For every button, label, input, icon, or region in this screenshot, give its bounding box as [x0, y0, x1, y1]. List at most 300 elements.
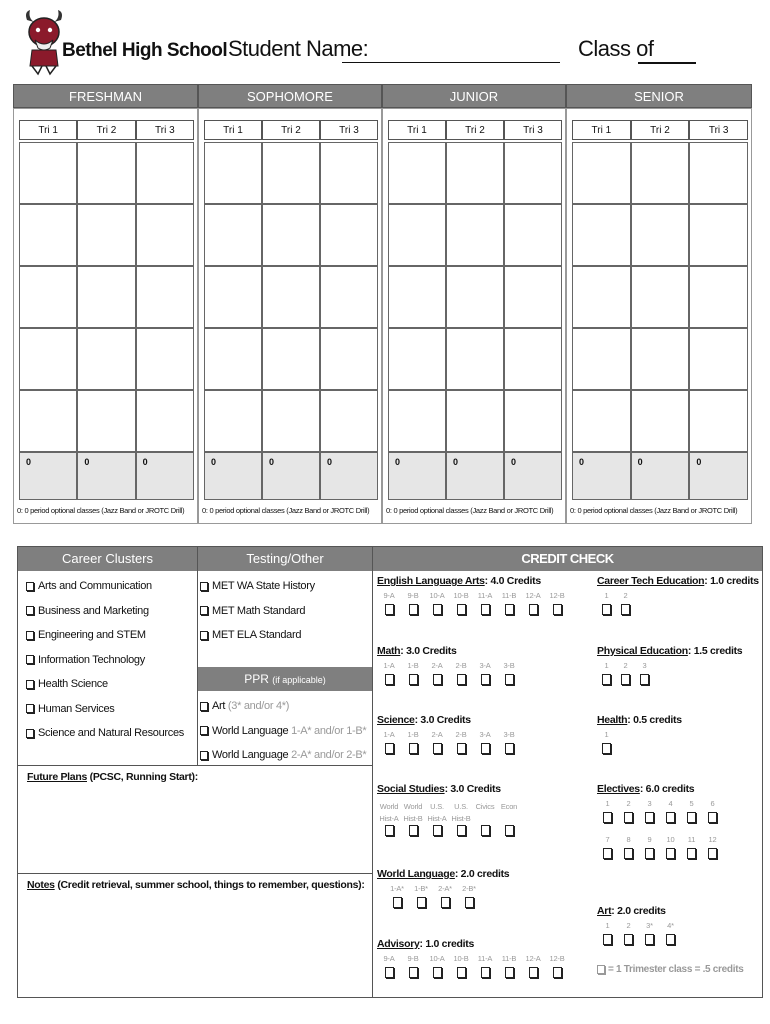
ppr-list — [200, 694, 366, 768]
year-header-freshman: FRESHMAN — [13, 84, 198, 108]
schedule-cell[interactable] — [77, 390, 135, 452]
zero-period-cell[interactable]: 0 — [320, 452, 378, 500]
checkbox-icon[interactable] — [409, 743, 418, 754]
zero-period-cell[interactable]: 0 — [77, 452, 135, 500]
checkbox-icon[interactable] — [529, 604, 538, 615]
divider — [197, 547, 198, 765]
tri-label: Tri 3 — [136, 120, 194, 140]
slot-label: 10 — [666, 835, 675, 844]
slot-checkboxes — [377, 674, 521, 685]
slot-label: 9-B — [407, 591, 419, 600]
checkbox-icon[interactable] — [457, 743, 466, 754]
career-item[interactable]: Business and Marketing — [26, 599, 184, 624]
checkbox-icon[interactable] — [409, 674, 418, 685]
slot-label: 1-B — [407, 730, 419, 739]
slot-labels — [377, 954, 569, 963]
checkbox-icon[interactable] — [385, 967, 394, 978]
checkbox-icon[interactable] — [26, 582, 34, 591]
checkbox-icon[interactable] — [553, 967, 562, 978]
schedule-cell[interactable] — [689, 390, 748, 452]
slot-label: 1 — [604, 730, 609, 739]
slot-checkboxes — [597, 604, 759, 615]
checkbox-icon[interactable] — [200, 726, 208, 735]
checkbox-icon[interactable] — [385, 825, 394, 836]
schedule-cell[interactable] — [262, 328, 320, 390]
schedule-cell[interactable] — [631, 390, 690, 452]
slot-label: 11-B — [501, 954, 517, 963]
schedule-cell[interactable] — [77, 266, 135, 328]
checkbox-icon[interactable] — [200, 582, 208, 591]
checkbox-icon[interactable] — [457, 604, 466, 615]
slot-labels — [597, 835, 723, 844]
checkbox-icon[interactable] — [687, 848, 696, 859]
tri-label: Tri 3 — [689, 120, 748, 140]
pe-credit-group — [597, 645, 742, 685]
slot-checkboxes — [597, 674, 742, 685]
checkbox-icon — [597, 965, 605, 974]
science-credit-group — [377, 714, 521, 754]
zero-period-note: 0: 0 period optional classes (Jazz Band or JROTC Drill) — [202, 506, 370, 515]
checkbox-icon[interactable] — [200, 702, 208, 711]
slot-label: 9-A — [383, 954, 395, 963]
checkbox-icon[interactable] — [687, 812, 696, 823]
checkbox-icon[interactable] — [409, 604, 418, 615]
schedule-cell[interactable] — [136, 266, 194, 328]
slot-label: 1 — [605, 921, 610, 930]
slot-label: 2 — [623, 661, 628, 670]
subject-title: Career Tech Education: 1.0 credits — [597, 575, 759, 587]
slot-label: 3-A — [479, 661, 491, 670]
slot-label: 4 — [668, 799, 673, 808]
school-mascot-logo — [24, 10, 64, 76]
schedule-cell[interactable] — [204, 390, 262, 452]
tri-label: Tri 3 — [504, 120, 562, 140]
checkbox-icon[interactable] — [602, 674, 611, 685]
zero-period-cell[interactable]: 0 — [446, 452, 504, 500]
slot-labels — [597, 591, 759, 600]
class-of-label: Class of — [578, 36, 654, 61]
zero-period-cell[interactable]: 0 — [689, 452, 748, 500]
subject-title: Science: 3.0 Credits — [377, 714, 471, 726]
slot-label: 3-A — [479, 730, 491, 739]
schedule-cell[interactable] — [320, 204, 378, 266]
slot-labels — [377, 591, 569, 600]
schedule-cell[interactable] — [320, 328, 378, 390]
tri-label: Tri 2 — [262, 120, 320, 140]
schedule-cell[interactable] — [320, 266, 378, 328]
slot-label: 1-A — [383, 661, 395, 670]
schedule-cell[interactable] — [136, 142, 194, 204]
slot-label: 2-A — [431, 730, 443, 739]
art-credit-group — [597, 905, 681, 945]
slot-label: 3 — [647, 799, 652, 808]
health-credit-group — [597, 714, 682, 754]
student-name-label: Student Name: — [228, 36, 369, 61]
slot-checkboxes — [385, 897, 509, 908]
cte-credit-group — [597, 575, 759, 615]
schedule-cell[interactable] — [446, 328, 504, 390]
year-header-senior: SENIOR — [566, 84, 752, 108]
schedule-cell[interactable] — [320, 142, 378, 204]
checkbox-icon[interactable] — [505, 967, 514, 978]
slot-label: 10-A — [429, 954, 445, 963]
slot-label: 1-B — [407, 661, 419, 670]
checkbox-icon[interactable] — [621, 674, 630, 685]
electives-credit-group — [597, 783, 723, 859]
schedule-cell[interactable] — [204, 266, 262, 328]
checkbox-icon[interactable] — [603, 812, 612, 823]
zero-period-note: 0: 0 period optional classes (Jazz Band or JROTC Drill) — [386, 506, 554, 515]
subject-title: English Language Arts: 4.0 Credits — [377, 575, 541, 587]
schedule-cell[interactable] — [572, 204, 631, 266]
notes-label: Notes (Credit retrieval, summer school, things to remember, questions): — [27, 879, 365, 891]
checkbox-icon[interactable] — [666, 848, 675, 859]
slot-labels — [377, 799, 521, 821]
checkbox-icon[interactable] — [505, 604, 514, 615]
schedule-cell[interactable] — [204, 328, 262, 390]
checkbox-icon[interactable] — [433, 967, 442, 978]
career-item[interactable]: Human Services — [26, 697, 184, 722]
credit-legend: = 1 Trimester class = .5 credits — [597, 964, 744, 975]
subject-title: Electives: 6.0 credits — [597, 783, 695, 795]
slot-label: 4* — [667, 921, 674, 930]
divider — [18, 873, 372, 874]
schedule-cell[interactable] — [689, 204, 748, 266]
checkbox-icon[interactable] — [505, 674, 514, 685]
schedule-cell[interactable] — [631, 328, 690, 390]
checkbox-icon[interactable] — [385, 674, 394, 685]
slot-label: 2-B* — [462, 884, 476, 893]
slot-label: 2 — [626, 921, 631, 930]
schedule-cell[interactable] — [320, 390, 378, 452]
zero-period-cell[interactable]: 0 — [631, 452, 690, 500]
checkbox-icon[interactable] — [26, 631, 34, 640]
zero-period-cell[interactable]: 0 — [504, 452, 562, 500]
zero-period-note: 0: 0 period optional classes (Jazz Band or JROTC Drill) — [17, 506, 185, 515]
zero-period-cell[interactable]: 0 — [204, 452, 262, 500]
slot-label: 1-A* — [390, 884, 404, 893]
checkbox-icon[interactable] — [433, 743, 442, 754]
slot-labels — [597, 661, 742, 670]
checkbox-icon[interactable] — [385, 604, 394, 615]
schedule-cell[interactable] — [136, 328, 194, 390]
slot-checkboxes — [597, 934, 681, 945]
slot-label: 1 — [604, 591, 609, 600]
checkbox-icon[interactable] — [457, 674, 466, 685]
credit-check-header: CREDIT CHECK — [373, 547, 762, 571]
student-name-field[interactable] — [342, 62, 560, 63]
notes-field[interactable] — [27, 894, 367, 994]
checkbox-icon[interactable] — [603, 934, 612, 945]
schedule-cell[interactable] — [388, 142, 446, 204]
schedule-cell[interactable] — [689, 266, 748, 328]
schedule-cell[interactable] — [689, 328, 748, 390]
slot-checkboxes — [597, 812, 723, 823]
schedule-cell[interactable] — [572, 266, 631, 328]
slot-label: 2-A — [431, 661, 443, 670]
slot-labels — [597, 799, 723, 808]
slot-checkboxes — [377, 825, 521, 836]
slot-label: 12-A — [525, 954, 541, 963]
schedule-cell[interactable] — [504, 390, 562, 452]
subject-title: Art: 2.0 credits — [597, 905, 666, 917]
checkbox-icon[interactable] — [409, 825, 418, 836]
slot-label: 7 — [605, 835, 610, 844]
slot-labels — [597, 730, 682, 739]
career-item[interactable]: Health Science — [26, 672, 184, 697]
checkbox-icon[interactable] — [602, 743, 611, 754]
checkbox-icon[interactable] — [621, 604, 630, 615]
slot-label: 9-B — [407, 954, 419, 963]
subject-title: Advisory: 1.0 credits — [377, 938, 475, 950]
schedule-cell[interactable] — [446, 142, 504, 204]
slot-labels — [385, 884, 509, 893]
slot-label: 2-B — [455, 661, 467, 670]
checkbox-icon[interactable] — [603, 848, 612, 859]
subject-title: Math: 3.0 Credits — [377, 645, 457, 657]
subject-title: Physical Education: 1.5 credits — [597, 645, 743, 657]
slot-label: 5 — [689, 799, 694, 808]
slot-label: U.S. Hist-B — [451, 802, 471, 823]
checkbox-icon[interactable] — [26, 606, 34, 615]
testing-item[interactable]: MET WA State History — [200, 574, 315, 599]
schedule-cell[interactable] — [262, 266, 320, 328]
year-header-sophomore: SOPHOMORE — [198, 84, 382, 108]
schedule-cell[interactable] — [388, 204, 446, 266]
schedule-cell[interactable] — [631, 142, 690, 204]
slot-label: 2-A* — [438, 884, 452, 893]
checkbox-icon[interactable] — [645, 934, 654, 945]
tri-label: Tri 2 — [77, 120, 135, 140]
schedule-cell[interactable] — [136, 390, 194, 452]
slot-label: 12-B — [549, 591, 565, 600]
checkbox-icon[interactable] — [433, 825, 442, 836]
schedule-cell[interactable] — [631, 266, 690, 328]
checkbox-icon[interactable] — [666, 934, 675, 945]
checkbox-icon[interactable] — [457, 825, 466, 836]
slot-label: 12 — [708, 835, 717, 844]
schedule-cell[interactable] — [262, 390, 320, 452]
schedule-cell[interactable] — [77, 142, 135, 204]
social-studies-credit-group — [377, 783, 521, 836]
slot-label: 3* — [646, 921, 653, 930]
slot-label: 12-A — [525, 591, 541, 600]
career-item[interactable]: Information Technology — [26, 648, 184, 673]
checkbox-icon[interactable] — [385, 743, 394, 754]
checkbox-icon[interactable] — [200, 751, 208, 760]
checkbox-icon[interactable] — [624, 934, 633, 945]
tri-label: Tri 2 — [446, 120, 504, 140]
checkbox-icon[interactable] — [505, 743, 514, 754]
schedule-cell[interactable] — [77, 328, 135, 390]
schedule-cell[interactable] — [446, 390, 504, 452]
slot-checkboxes — [377, 743, 521, 754]
school-name: Bethel High School — [62, 40, 228, 61]
career-clusters-list — [26, 574, 184, 746]
checkbox-icon[interactable] — [465, 897, 474, 908]
slot-label: 1-B* — [414, 884, 428, 893]
slot-checkboxes — [597, 848, 723, 859]
checkbox-icon[interactable] — [624, 848, 633, 859]
math-credit-group — [377, 645, 521, 685]
future-plans-label: Future Plans (PCSC, Running Start): — [27, 771, 198, 783]
slot-label: 3-B — [503, 730, 515, 739]
testing-item[interactable]: MET Math Standard — [200, 599, 315, 624]
slot-label: 1 — [604, 661, 609, 670]
checkbox-icon[interactable] — [433, 604, 442, 615]
subject-title: Health: 0.5 credits — [597, 714, 682, 726]
zero-period-cell[interactable]: 0 — [19, 452, 77, 500]
slot-checkboxes — [377, 967, 569, 978]
schedule-cell[interactable] — [262, 204, 320, 266]
checkbox-icon[interactable] — [481, 967, 490, 978]
slot-labels — [597, 921, 681, 930]
slot-checkboxes — [597, 743, 682, 754]
slot-label: 3 — [642, 661, 647, 670]
slot-label: 12-B — [549, 954, 565, 963]
checkbox-icon[interactable] — [393, 897, 402, 908]
zero-period-note: 0: 0 period optional classes (Jazz Band or JROTC Drill) — [570, 506, 738, 515]
schedule-cell[interactable] — [204, 204, 262, 266]
schedule-cell[interactable] — [388, 266, 446, 328]
testing-item[interactable]: MET ELA Standard — [200, 623, 315, 648]
checkbox-icon[interactable] — [481, 743, 490, 754]
checkbox-icon[interactable] — [457, 967, 466, 978]
slot-label: 8 — [626, 835, 631, 844]
checkbox-icon[interactable] — [200, 631, 208, 640]
divider — [372, 547, 373, 998]
ela-credit-group — [377, 575, 569, 615]
schedule-cell[interactable] — [19, 142, 77, 204]
advisory-credit-group — [377, 938, 569, 978]
schedule-cell[interactable] — [388, 390, 446, 452]
schedule-cell[interactable] — [204, 142, 262, 204]
schedule-cell[interactable] — [388, 328, 446, 390]
schedule-cell[interactable] — [631, 204, 690, 266]
tri-label: Tri 2 — [631, 120, 690, 140]
slot-label: 11-A — [477, 591, 493, 600]
schedule-cell[interactable] — [504, 266, 562, 328]
checkbox-icon[interactable] — [645, 812, 654, 823]
checkbox-icon[interactable] — [26, 704, 34, 713]
zero-period-cell[interactable]: 0 — [388, 452, 446, 500]
slot-labels — [377, 730, 521, 739]
checkbox-icon[interactable] — [708, 812, 717, 823]
slot-label: 1 — [605, 799, 610, 808]
schedule-cell[interactable] — [77, 204, 135, 266]
zero-period-cell[interactable]: 0 — [572, 452, 631, 500]
slot-label: 2 — [626, 799, 631, 808]
schedule-cell[interactable] — [19, 390, 77, 452]
schedule-cell[interactable] — [572, 328, 631, 390]
class-of-field[interactable] — [638, 62, 696, 64]
slot-label: 9-A — [383, 591, 395, 600]
checkbox-icon[interactable] — [666, 812, 675, 823]
checkbox-icon[interactable] — [481, 825, 490, 836]
slot-labels — [377, 661, 521, 670]
schedule-cell[interactable] — [446, 204, 504, 266]
checkbox-icon[interactable] — [645, 848, 654, 859]
schedule-cell[interactable] — [504, 328, 562, 390]
slot-label: Civics — [475, 802, 495, 811]
ppr-item[interactable]: World Language 2-A* and/or 2-B* — [200, 743, 366, 768]
checkbox-icon[interactable] — [26, 729, 34, 738]
slot-label: U.S. Hist-A — [427, 802, 447, 823]
schedule-cell[interactable] — [504, 142, 562, 204]
checkbox-icon[interactable] — [409, 967, 418, 978]
checkbox-icon[interactable] — [481, 674, 490, 685]
tri-label: Tri 1 — [572, 120, 631, 140]
slot-label: 10-B — [453, 954, 469, 963]
zero-period-cell[interactable]: 0 — [262, 452, 320, 500]
ppr-header: PPR (if applicable) — [198, 667, 372, 691]
schedule-cell[interactable] — [136, 204, 194, 266]
ppr-item[interactable]: Art (3* and/or 4*) — [200, 694, 366, 719]
checkbox-icon[interactable] — [553, 604, 562, 615]
slot-label: 2-B — [455, 730, 467, 739]
checkbox-icon[interactable] — [708, 848, 717, 859]
checkbox-icon[interactable] — [481, 604, 490, 615]
schedule-cell[interactable] — [19, 328, 77, 390]
checkbox-icon[interactable] — [624, 812, 633, 823]
year-header-junior: JUNIOR — [382, 84, 566, 108]
checkbox-icon[interactable] — [200, 606, 208, 615]
checkbox-icon[interactable] — [26, 680, 34, 689]
schedule-cell[interactable] — [689, 142, 748, 204]
zero-period-cell[interactable]: 0 — [136, 452, 194, 500]
slot-label: 10-B — [453, 591, 469, 600]
schedule-cell[interactable] — [504, 204, 562, 266]
schedule-cell[interactable] — [19, 266, 77, 328]
career-clusters-header: Career Clusters — [18, 547, 197, 571]
checkbox-icon[interactable] — [640, 674, 649, 685]
career-item[interactable]: Arts and Communication — [26, 574, 184, 599]
career-item[interactable]: Engineering and STEM — [26, 623, 184, 648]
checkbox-icon[interactable] — [417, 897, 426, 908]
slot-label: 10-A — [429, 591, 445, 600]
checkbox-icon[interactable] — [433, 674, 442, 685]
checkbox-icon[interactable] — [26, 655, 34, 664]
slot-label: 9 — [647, 835, 652, 844]
tri-label: Tri 3 — [320, 120, 378, 140]
schedule-cell[interactable] — [572, 142, 631, 204]
future-plans-field[interactable] — [27, 786, 367, 870]
slot-label: 3-B — [503, 661, 515, 670]
slot-label: 11 — [687, 835, 696, 844]
tri-label: Tri 1 — [388, 120, 446, 140]
checkbox-icon[interactable] — [529, 967, 538, 978]
testing-other-header: Testing/Other — [198, 547, 372, 571]
checkbox-icon[interactable] — [602, 604, 611, 615]
career-item[interactable]: Science and Natural Resources — [26, 721, 184, 746]
subject-title: World Language: 2.0 credits — [377, 868, 510, 880]
ppr-item[interactable]: World Language 1-A* and/or 1-B* — [200, 719, 366, 744]
world-language-credit-group — [377, 868, 509, 908]
tri-label: Tri 1 — [19, 120, 77, 140]
testing-list — [200, 574, 315, 648]
schedule-cell[interactable] — [572, 390, 631, 452]
slot-label: World Hist-A — [379, 802, 399, 823]
subject-title: Social Studies: 3.0 Credits — [377, 783, 501, 795]
checkbox-icon[interactable] — [505, 825, 514, 836]
tri-label: Tri 1 — [204, 120, 262, 140]
slot-label: Econ — [500, 802, 518, 811]
slot-label: World Hist-B — [403, 802, 423, 823]
schedule-cell[interactable] — [262, 142, 320, 204]
checkbox-icon[interactable] — [441, 897, 450, 908]
schedule-cell[interactable] — [446, 266, 504, 328]
schedule-cell[interactable] — [19, 204, 77, 266]
